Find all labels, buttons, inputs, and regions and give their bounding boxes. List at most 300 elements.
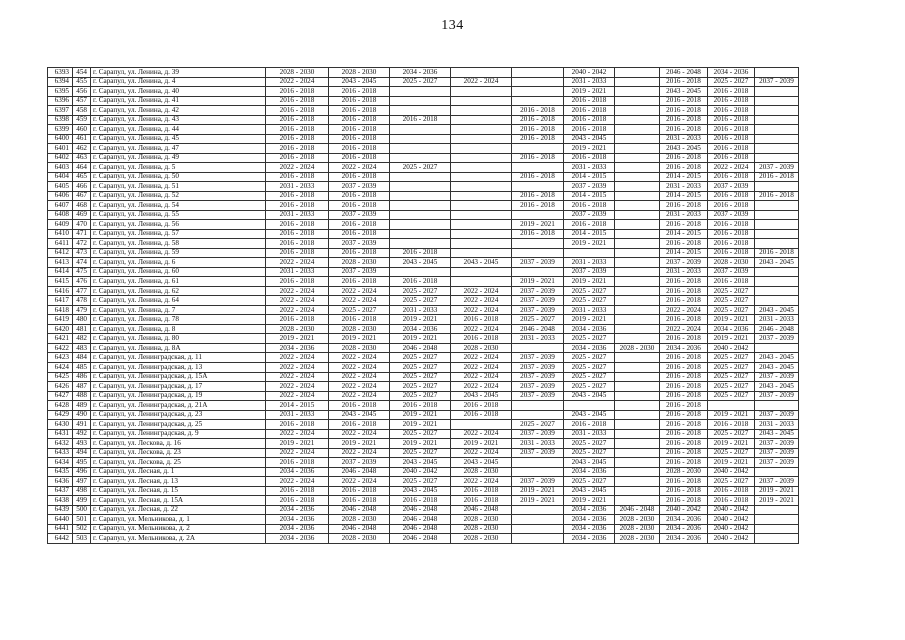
period-cell (615, 496, 660, 506)
item-number-cell: 473 (73, 248, 91, 258)
period-cell: 2016 - 2018 (660, 106, 708, 116)
period-cell: 2043 - 2045 (451, 458, 512, 468)
period-cell: 2016 - 2018 (564, 153, 615, 163)
period-cell (512, 458, 564, 468)
address-cell: г. Сарапул, ул. Лескова, д. 16 (91, 439, 266, 449)
period-cell: 2025 - 2027 (564, 296, 615, 306)
period-cell: 2046 - 2048 (390, 534, 451, 544)
period-cell (390, 201, 451, 211)
item-number-cell: 460 (73, 125, 91, 135)
item-number-cell: 497 (73, 477, 91, 487)
period-cell: 2037 - 2039 (755, 477, 799, 487)
period-cell: 2025 - 2027 (564, 362, 615, 372)
period-cell: 2025 - 2027 (390, 362, 451, 372)
period-cell: 2028 - 2030 (660, 467, 708, 477)
address-cell: г. Сарапул, ул. Ленинградская, д. 25 (91, 420, 266, 430)
period-cell (615, 201, 660, 211)
period-cell (755, 96, 799, 106)
period-cell: 2046 - 2048 (451, 505, 512, 515)
item-number-cell: 488 (73, 391, 91, 401)
table-row (48, 515, 799, 525)
period-cell: 2025 - 2027 (512, 420, 564, 430)
period-cell: 2043 - 2045 (329, 410, 390, 420)
period-cell: 2022 - 2024 (329, 163, 390, 173)
address-cell: г. Сарапул, ул. Лесная, д. 22 (91, 505, 266, 515)
period-cell: 2016 - 2018 (451, 401, 512, 411)
period-cell: 2016 - 2018 (329, 277, 390, 287)
period-cell (615, 153, 660, 163)
address-cell: г. Сарапул, ул. Ленинградская, д. 13 (91, 362, 266, 372)
period-cell: 2037 - 2039 (755, 458, 799, 468)
period-cell: 2016 - 2018 (660, 220, 708, 230)
period-cell: 2016 - 2018 (660, 458, 708, 468)
period-cell: 2014 - 2015 (660, 248, 708, 258)
period-cell: 2019 - 2021 (329, 439, 390, 449)
period-cell: 2016 - 2018 (660, 439, 708, 449)
period-cell (615, 391, 660, 401)
period-cell: 2025 - 2027 (564, 286, 615, 296)
address-cell: г. Сарапул, ул. Мельникова, д. 1 (91, 515, 266, 525)
period-cell (615, 68, 660, 78)
period-cell (615, 429, 660, 439)
period-cell: 2016 - 2018 (660, 353, 708, 363)
period-cell: 2034 - 2036 (564, 324, 615, 334)
period-cell: 2016 - 2018 (266, 96, 329, 106)
period-cell (615, 439, 660, 449)
period-cell: 2043 - 2045 (390, 486, 451, 496)
period-cell: 2037 - 2039 (512, 258, 564, 268)
address-cell: г. Сарапул, ул. Ленина, д. 78 (91, 315, 266, 325)
period-cell: 2046 - 2048 (390, 515, 451, 525)
table-row (48, 458, 799, 468)
period-cell (615, 315, 660, 325)
period-cell: 2016 - 2018 (512, 201, 564, 211)
period-cell (451, 201, 512, 211)
period-cell: 2037 - 2039 (512, 296, 564, 306)
period-cell: 2022 - 2024 (266, 382, 329, 392)
period-cell: 2031 - 2033 (755, 315, 799, 325)
period-cell: 2016 - 2018 (329, 191, 390, 201)
period-cell: 2034 - 2036 (266, 534, 329, 544)
period-cell: 2019 - 2021 (564, 239, 615, 249)
period-cell: 2028 - 2030 (615, 524, 660, 534)
period-cell: 2016 - 2018 (512, 134, 564, 144)
period-cell (512, 343, 564, 353)
period-cell: 2028 - 2030 (708, 258, 755, 268)
period-cell: 2037 - 2039 (755, 334, 799, 344)
period-cell: 2016 - 2018 (329, 153, 390, 163)
period-cell (755, 68, 799, 78)
period-cell: 2019 - 2021 (390, 410, 451, 420)
period-cell: 2025 - 2027 (708, 286, 755, 296)
table-row (48, 467, 799, 477)
address-cell: г. Сарапул, ул. Ленинградская, д. 11 (91, 353, 266, 363)
period-cell: 2046 - 2048 (329, 505, 390, 515)
period-cell: 2043 - 2045 (660, 87, 708, 97)
period-cell: 2043 - 2045 (755, 382, 799, 392)
table-row (48, 296, 799, 306)
address-cell: г. Сарапул, ул. Ленина, д. 45 (91, 134, 266, 144)
period-cell: 2016 - 2018 (266, 458, 329, 468)
period-cell: 2019 - 2021 (564, 315, 615, 325)
item-number-cell: 464 (73, 163, 91, 173)
table-row (48, 429, 799, 439)
period-cell (615, 220, 660, 230)
period-cell: 2043 - 2045 (755, 429, 799, 439)
period-cell (615, 115, 660, 125)
row-number-cell: 6437 (48, 486, 73, 496)
address-cell: г. Сарапул, ул. Ленинградская, д. 23 (91, 410, 266, 420)
period-cell: 2040 - 2042 (708, 505, 755, 515)
item-number-cell: 459 (73, 115, 91, 125)
item-number-cell: 503 (73, 534, 91, 544)
table-row (48, 286, 799, 296)
period-cell: 2016 - 2018 (660, 362, 708, 372)
table-row (48, 343, 799, 353)
period-cell: 2014 - 2015 (660, 172, 708, 182)
row-number-cell: 6432 (48, 439, 73, 449)
period-cell: 2016 - 2018 (660, 429, 708, 439)
period-cell: 2028 - 2030 (329, 343, 390, 353)
period-cell (615, 248, 660, 258)
period-cell: 2016 - 2018 (329, 106, 390, 116)
period-cell (615, 258, 660, 268)
table-body (48, 68, 799, 544)
period-cell: 2031 - 2033 (390, 305, 451, 315)
address-cell: г. Сарапул, ул. Ленина, д. 6 (91, 258, 266, 268)
period-cell: 2025 - 2027 (708, 391, 755, 401)
period-cell (615, 372, 660, 382)
period-cell: 2031 - 2033 (266, 210, 329, 220)
row-number-cell: 6401 (48, 144, 73, 154)
period-cell: 2031 - 2033 (564, 305, 615, 315)
table-row (48, 401, 799, 411)
row-number-cell: 6416 (48, 286, 73, 296)
period-cell (615, 305, 660, 315)
period-cell (451, 163, 512, 173)
item-number-cell: 481 (73, 324, 91, 334)
period-cell: 2016 - 2018 (512, 153, 564, 163)
period-cell: 2037 - 2039 (755, 372, 799, 382)
row-number-cell: 6405 (48, 182, 73, 192)
row-number-cell: 6409 (48, 220, 73, 230)
period-cell: 2016 - 2018 (660, 239, 708, 249)
row-number-cell: 6404 (48, 172, 73, 182)
period-cell: 2016 - 2018 (708, 420, 755, 430)
row-number-cell: 6395 (48, 87, 73, 97)
period-cell: 2025 - 2027 (390, 448, 451, 458)
table-row (48, 229, 799, 239)
period-cell: 2022 - 2024 (266, 163, 329, 173)
period-cell: 2028 - 2030 (451, 467, 512, 477)
row-number-cell: 6438 (48, 496, 73, 506)
row-number-cell: 6424 (48, 362, 73, 372)
item-number-cell: 484 (73, 353, 91, 363)
row-number-cell: 6429 (48, 410, 73, 420)
period-cell: 2043 - 2045 (564, 410, 615, 420)
period-cell: 2025 - 2027 (329, 305, 390, 315)
period-cell (615, 362, 660, 372)
period-cell: 2016 - 2018 (266, 248, 329, 258)
period-cell (451, 248, 512, 258)
period-cell (451, 267, 512, 277)
item-number-cell: 482 (73, 334, 91, 344)
period-cell: 2037 - 2039 (512, 305, 564, 315)
period-cell: 2019 - 2021 (512, 277, 564, 287)
period-cell: 2025 - 2027 (564, 372, 615, 382)
period-cell: 2016 - 2018 (512, 172, 564, 182)
table-row (48, 477, 799, 487)
period-cell (390, 210, 451, 220)
period-cell (615, 401, 660, 411)
period-cell (512, 401, 564, 411)
period-cell: 2022 - 2024 (451, 77, 512, 87)
period-cell: 2025 - 2027 (708, 477, 755, 487)
period-cell (390, 239, 451, 249)
period-cell: 2016 - 2018 (512, 229, 564, 239)
period-cell: 2025 - 2027 (708, 372, 755, 382)
period-cell (451, 115, 512, 125)
period-cell: 2025 - 2027 (708, 77, 755, 87)
row-number-cell: 6428 (48, 401, 73, 411)
table-row (48, 182, 799, 192)
period-cell (755, 134, 799, 144)
period-cell (390, 96, 451, 106)
period-cell: 2016 - 2018 (266, 115, 329, 125)
period-cell: 2034 - 2036 (660, 515, 708, 525)
period-cell (615, 163, 660, 173)
period-cell (615, 77, 660, 87)
item-number-cell: 463 (73, 153, 91, 163)
period-cell: 2016 - 2018 (708, 201, 755, 211)
table-row (48, 153, 799, 163)
period-cell (755, 515, 799, 525)
period-cell: 2016 - 2018 (660, 286, 708, 296)
period-cell (451, 220, 512, 230)
period-cell: 2022 - 2024 (329, 448, 390, 458)
row-number-cell: 6413 (48, 258, 73, 268)
period-cell: 2028 - 2030 (329, 68, 390, 78)
period-cell: 2016 - 2018 (329, 172, 390, 182)
period-cell: 2031 - 2033 (564, 77, 615, 87)
table-row (48, 172, 799, 182)
period-cell: 2019 - 2021 (266, 334, 329, 344)
address-cell: г. Сарапул, ул. Ленинградская, д. 17 (91, 382, 266, 392)
row-number-cell: 6418 (48, 305, 73, 315)
period-cell: 2043 - 2045 (564, 391, 615, 401)
period-cell: 2016 - 2018 (390, 401, 451, 411)
period-cell: 2037 - 2039 (512, 477, 564, 487)
period-cell (755, 106, 799, 116)
period-cell: 2022 - 2024 (660, 305, 708, 315)
period-cell: 2043 - 2045 (451, 258, 512, 268)
period-cell: 2022 - 2024 (451, 324, 512, 334)
row-number-cell: 6406 (48, 191, 73, 201)
period-cell: 2037 - 2039 (329, 239, 390, 249)
period-cell: 2016 - 2018 (390, 277, 451, 287)
period-cell: 2016 - 2018 (266, 496, 329, 506)
period-cell: 2016 - 2018 (660, 391, 708, 401)
table-row (48, 210, 799, 220)
period-cell: 2016 - 2018 (755, 248, 799, 258)
period-cell: 2016 - 2018 (708, 172, 755, 182)
item-number-cell: 467 (73, 191, 91, 201)
period-cell: 2025 - 2027 (564, 382, 615, 392)
period-cell (615, 134, 660, 144)
period-cell: 2016 - 2018 (451, 410, 512, 420)
period-cell: 2016 - 2018 (660, 115, 708, 125)
period-cell (755, 210, 799, 220)
period-cell: 2016 - 2018 (564, 220, 615, 230)
row-number-cell: 6433 (48, 448, 73, 458)
address-cell: г. Сарапул, ул. Ленина, д. 54 (91, 201, 266, 211)
period-cell (512, 248, 564, 258)
address-cell: г. Сарапул, ул. Лескова, д. 23 (91, 448, 266, 458)
period-cell: 2016 - 2018 (708, 277, 755, 287)
period-cell (390, 106, 451, 116)
period-cell: 2025 - 2027 (390, 391, 451, 401)
item-number-cell: 478 (73, 296, 91, 306)
period-cell: 2043 - 2045 (390, 458, 451, 468)
item-number-cell: 476 (73, 277, 91, 287)
period-cell: 2016 - 2018 (390, 115, 451, 125)
period-cell: 2022 - 2024 (329, 353, 390, 363)
period-cell: 2019 - 2021 (512, 220, 564, 230)
item-number-cell: 479 (73, 305, 91, 315)
period-cell: 2040 - 2042 (660, 505, 708, 515)
period-cell: 2016 - 2018 (390, 248, 451, 258)
period-cell: 2019 - 2021 (390, 439, 451, 449)
period-cell: 2037 - 2039 (329, 210, 390, 220)
row-number-cell: 6419 (48, 315, 73, 325)
period-cell: 2016 - 2018 (708, 106, 755, 116)
period-cell: 2014 - 2015 (564, 229, 615, 239)
period-cell (512, 210, 564, 220)
period-cell: 2025 - 2027 (708, 353, 755, 363)
period-cell: 2022 - 2024 (329, 382, 390, 392)
table-row (48, 163, 799, 173)
period-cell: 2046 - 2048 (329, 467, 390, 477)
period-cell: 2019 - 2021 (451, 439, 512, 449)
period-cell: 2016 - 2018 (451, 334, 512, 344)
period-cell: 2022 - 2024 (266, 429, 329, 439)
table-row (48, 68, 799, 78)
address-cell: г. Сарапул, ул. Ленинградская, д. 19 (91, 391, 266, 401)
period-cell: 2028 - 2030 (615, 534, 660, 544)
period-cell: 2034 - 2036 (390, 324, 451, 334)
period-cell: 2025 - 2027 (564, 477, 615, 487)
period-cell: 2031 - 2033 (564, 163, 615, 173)
table-row (48, 382, 799, 392)
address-cell: г. Сарапул, ул. Ленина, д. 8 (91, 324, 266, 334)
period-cell: 2037 - 2039 (512, 382, 564, 392)
row-number-cell: 6426 (48, 382, 73, 392)
period-cell: 2022 - 2024 (266, 362, 329, 372)
period-cell: 2025 - 2027 (564, 334, 615, 344)
period-cell: 2046 - 2048 (329, 524, 390, 534)
period-cell (708, 401, 755, 411)
period-cell (451, 277, 512, 287)
period-cell (615, 486, 660, 496)
period-cell: 2028 - 2030 (451, 343, 512, 353)
row-number-cell: 6398 (48, 115, 73, 125)
period-cell: 2019 - 2021 (512, 496, 564, 506)
period-cell: 2034 - 2036 (564, 467, 615, 477)
item-number-cell: 465 (73, 172, 91, 182)
period-cell (615, 172, 660, 182)
row-number-cell: 6417 (48, 296, 73, 306)
period-cell: 2028 - 2030 (615, 343, 660, 353)
period-cell: 2016 - 2018 (660, 277, 708, 287)
period-cell (512, 410, 564, 420)
table-row (48, 77, 799, 87)
address-cell: г. Сарапул, ул. Ленина, д. 40 (91, 87, 266, 97)
period-cell: 2016 - 2018 (266, 201, 329, 211)
period-cell: 2025 - 2027 (390, 429, 451, 439)
period-cell: 2025 - 2027 (708, 382, 755, 392)
period-cell: 2028 - 2030 (329, 324, 390, 334)
period-cell: 2037 - 2039 (512, 286, 564, 296)
row-number-cell: 6412 (48, 248, 73, 258)
period-cell (512, 534, 564, 544)
period-cell: 2016 - 2018 (266, 191, 329, 201)
period-cell: 2019 - 2021 (708, 458, 755, 468)
period-cell: 2016 - 2018 (708, 496, 755, 506)
period-cell: 2016 - 2018 (266, 239, 329, 249)
period-cell: 2016 - 2018 (660, 382, 708, 392)
period-cell (755, 201, 799, 211)
period-cell: 2016 - 2018 (708, 220, 755, 230)
period-cell: 2016 - 2018 (266, 315, 329, 325)
period-cell: 2019 - 2021 (266, 439, 329, 449)
row-number-cell: 6436 (48, 477, 73, 487)
page-number: 134 (441, 18, 464, 33)
period-cell: 2016 - 2018 (708, 115, 755, 125)
row-number-cell: 6434 (48, 458, 73, 468)
period-cell: 2037 - 2039 (755, 77, 799, 87)
period-cell: 2043 - 2045 (660, 144, 708, 154)
period-cell: 2037 - 2039 (329, 267, 390, 277)
address-cell: г. Сарапул, ул. Ленина, д. 60 (91, 267, 266, 277)
period-cell (512, 68, 564, 78)
period-cell: 2019 - 2021 (708, 334, 755, 344)
period-cell: 2022 - 2024 (329, 296, 390, 306)
period-cell: 2028 - 2030 (329, 258, 390, 268)
item-number-cell: 466 (73, 182, 91, 192)
period-cell: 2019 - 2021 (512, 486, 564, 496)
period-cell (615, 267, 660, 277)
period-cell (615, 467, 660, 477)
address-cell: г. Сарапул, ул. Ленина, д. 5 (91, 163, 266, 173)
period-cell: 2022 - 2024 (451, 305, 512, 315)
period-cell (615, 191, 660, 201)
period-cell (512, 77, 564, 87)
address-cell: г. Сарапул, ул. Ленина, д. 42 (91, 106, 266, 116)
period-cell: 2022 - 2024 (451, 429, 512, 439)
item-number-cell: 496 (73, 467, 91, 477)
table-row (48, 201, 799, 211)
period-cell: 2016 - 2018 (660, 410, 708, 420)
period-cell (564, 248, 615, 258)
period-cell: 2016 - 2018 (755, 172, 799, 182)
period-cell: 2025 - 2027 (564, 448, 615, 458)
period-cell: 2040 - 2042 (708, 343, 755, 353)
period-cell: 2016 - 2018 (660, 486, 708, 496)
row-number-cell: 6415 (48, 277, 73, 287)
period-cell: 2016 - 2018 (329, 144, 390, 154)
period-cell (390, 172, 451, 182)
period-cell: 2016 - 2018 (708, 229, 755, 239)
